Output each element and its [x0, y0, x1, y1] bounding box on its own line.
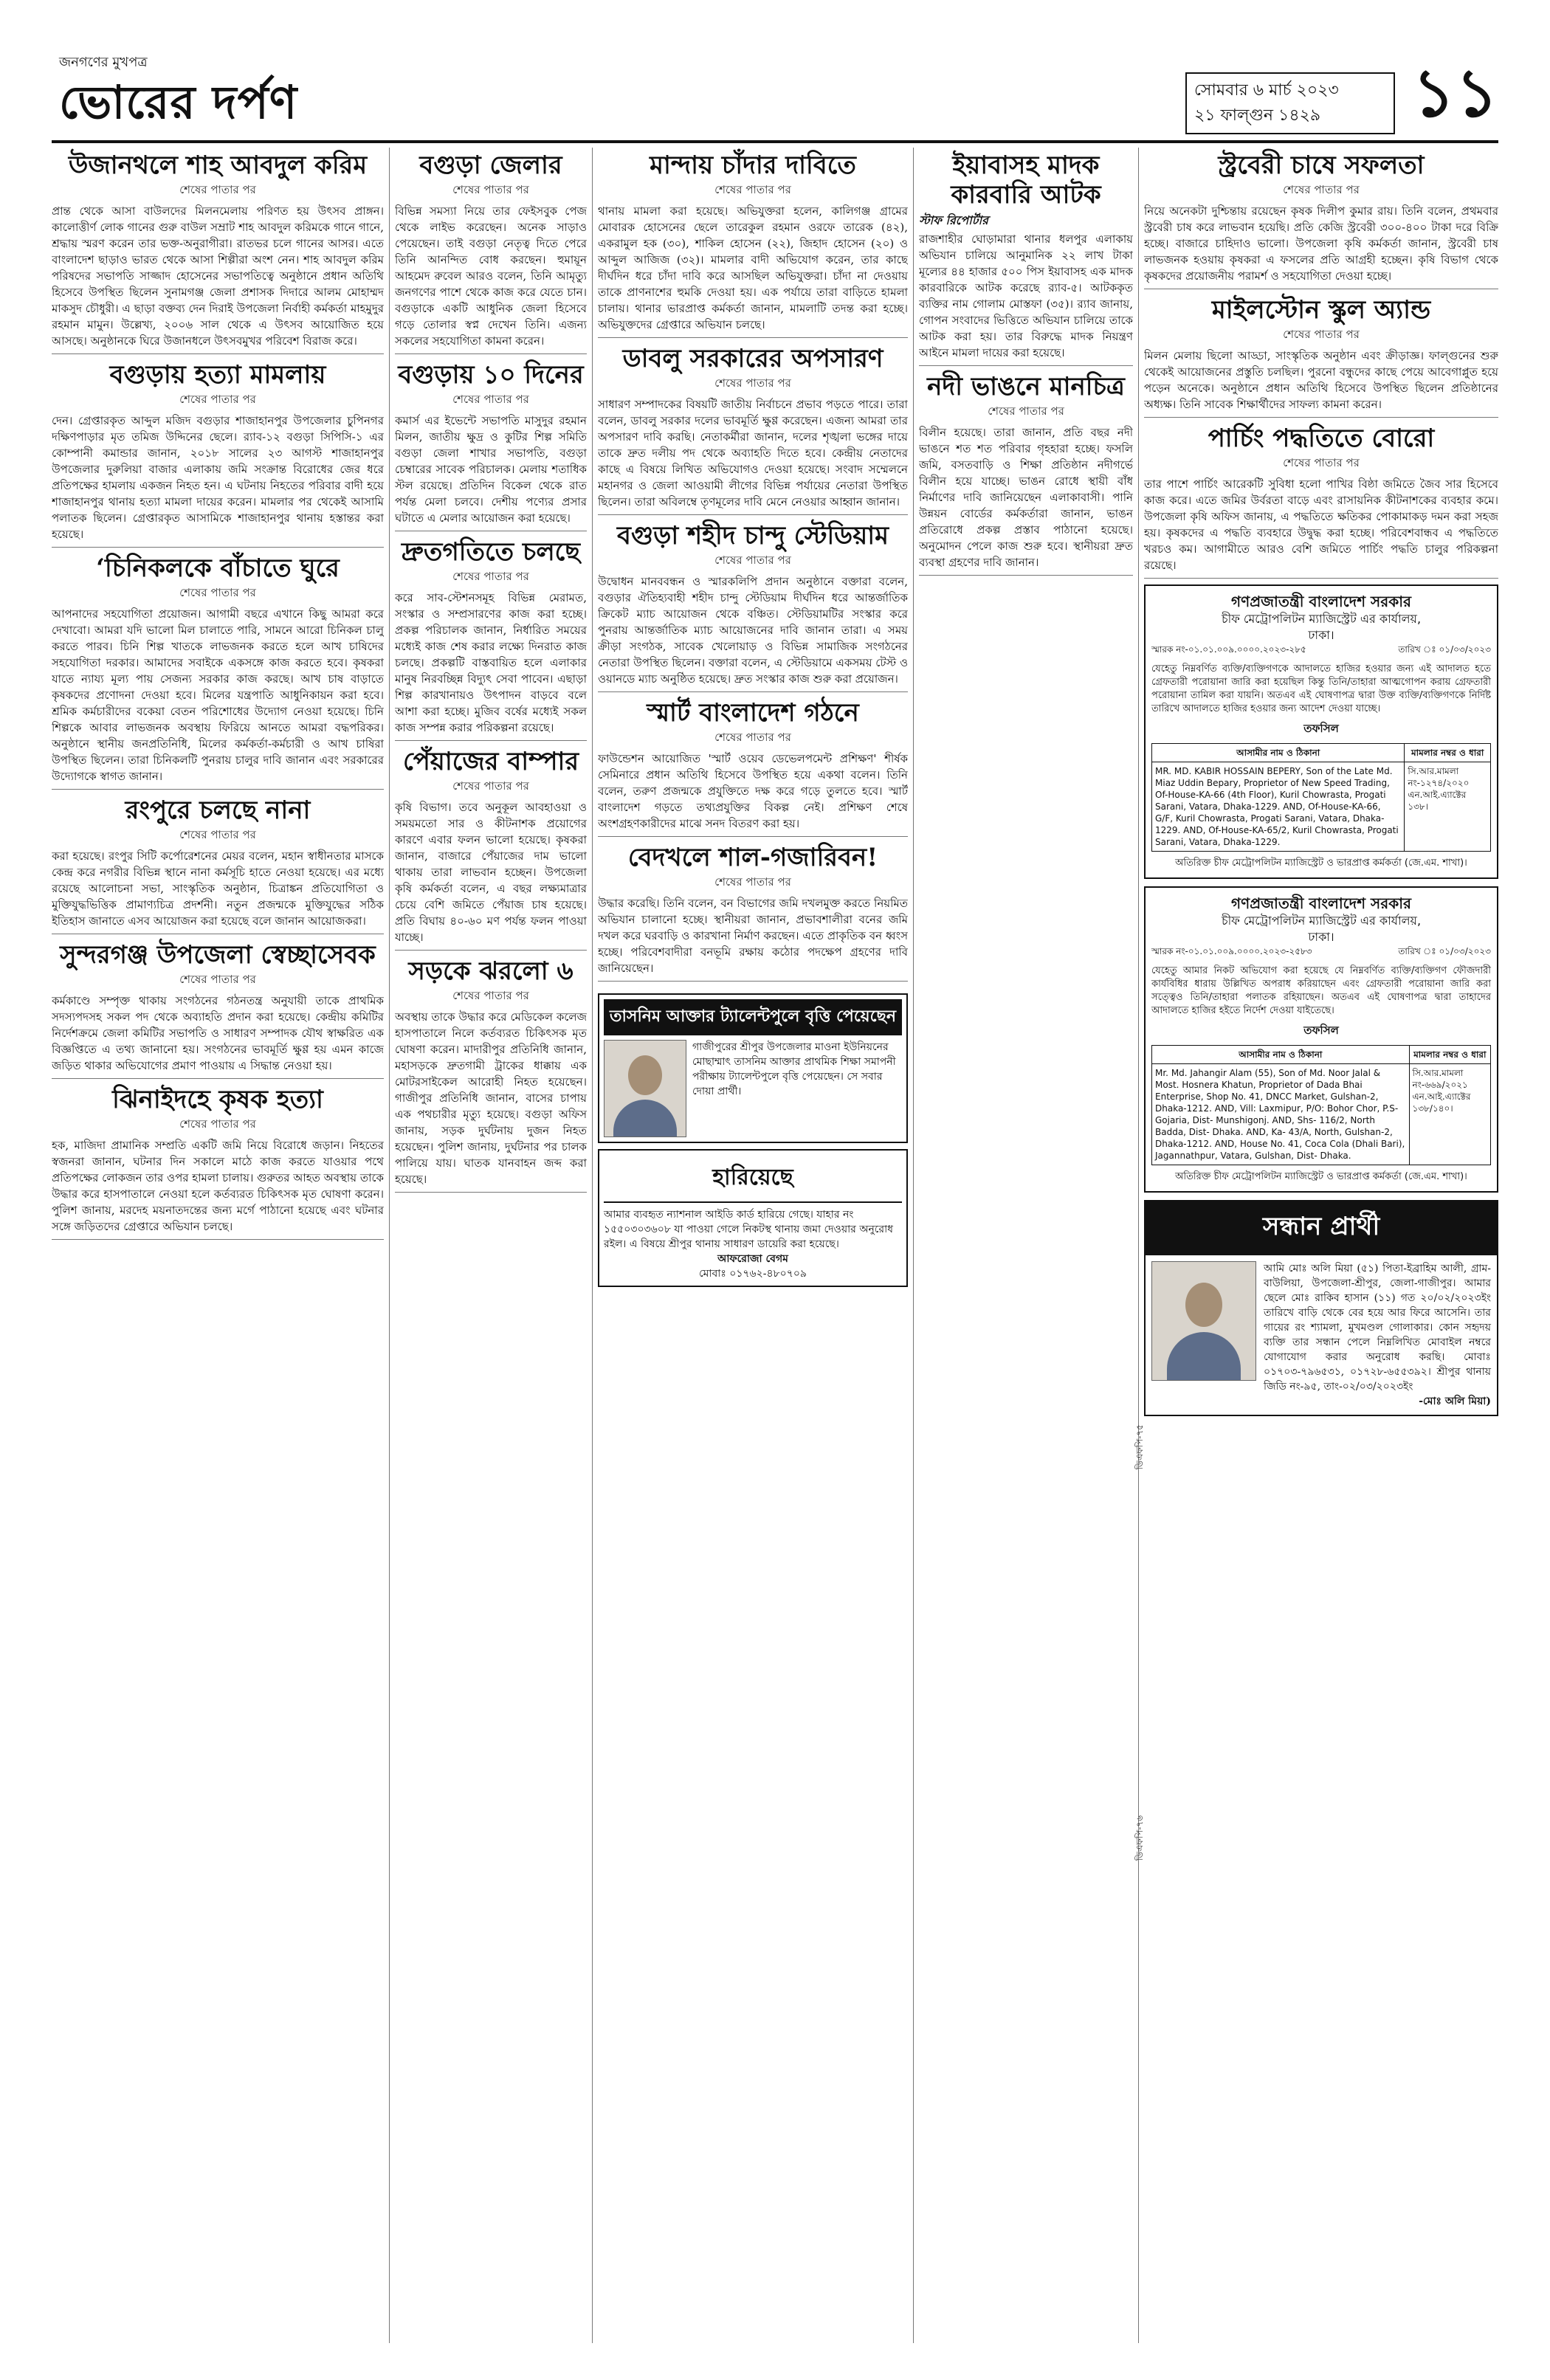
notice-schedule: তফসিল: [1303, 1024, 1339, 1037]
article-headline: দ্রুতগতিতে চলছে: [402, 537, 580, 567]
article-body: অবস্থায় তাকে উদ্ধার করে মেডিকেল কলেজ হাসপাতালে নিলে কর্তব্যরত চিকিৎসক মৃত ঘোষণা করেন। মাদারীপুর প্রতিনিধি জানান, মহাসড়কে দ্রুতগামী ট্রাকের ধাক্কায় এক মোটরসাইকেল আরোহী নিহত হয়েছেন। গাজীপুর প্রতিনিধি জানান, বাসের চাপায় এক পথচারীর মৃত্যু হয়েছে। বগুড়া অফিস জানায়, সড়ক দুর্ঘটনায় দুজন নিহত হয়েছেন। পুলিশ জানায়, দুর্ঘটনার পর চালক পালিয়ে যায়। ঘাতক যানবাহন জব্দ করা হয়েছে।: [395, 1010, 587, 1186]
table-header: মামলার নম্বর ও ধারা: [1409, 1046, 1490, 1064]
wanted-heading: সন্ধান প্রার্থী: [1146, 1201, 1497, 1255]
article-headline: পার্চিং পদ্ধতিতে বোরো: [1208, 424, 1435, 453]
article-body: দেন। গ্রেপ্তারকৃত আব্দুল মজিদ বগুড়ার শাজাহানপুর উপজেলার চুপিনগর দক্ষিণপাড়ার মৃত তমিজ উদ্দিনের ছেলে। র‍্যাব-১২ বগুড়া সিপিসি-১ এর কোম্পানী কমান্ডার জানান, ২০১৮ সালের ২৩ আগস্ট শাজাহানপুর উপজেলার দুরুলিয়া বাজার এলাকায় জমি সংক্রান্ত বিরোধের জের ধরে প্রতিপক্ষের হামলায় একজন নিহত হন। এ ঘটনায় নিহতের পরিবার বাদী হয়ে শাজাহানপুর থানায় হত্যা মামলা দায়ের করেন। মামলার পর থেকেই আসামি পলাতক ছিলেন। গ্রেপ্তারকৃত আসামিকে শাজাহানপুর থানায় হস্তান্তর করা হয়েছে।: [52, 414, 384, 541]
article: [52, 940, 384, 1079]
article-headline: উজানথলে শাহ আবদুল করিম: [68, 151, 368, 180]
article-headline: স্মার্ট বাংলাদেশ গঠনে: [647, 698, 859, 728]
article-body: কর্মকাণ্ডে সম্পৃক্ত থাকায় সংগঠনের গঠনতন্ত্র অনুযায়ী তাকে প্রাথমিক সদস্যপদসহ সকল পদ থেকে অব্যাহতি প্রদান করা হয়েছে। কেন্দ্রীয় কমিটির নির্দেশক্রমে জেলা কমিটির সভাপতি ও সাধারণ সম্পাদক যৌথ স্বাক্ষরিত এক বিজ্ঞপ্তিতে এ তথ্য জানানো হয়। সংগঠনের ভাবমূর্তি ক্ষুণ্ণ হয় এমন কাজে জড়িত থাকার অভিযোগের প্রমাণ পাওয়ায় এ সিদ্ধান্ত নেওয়া হয়।: [52, 994, 384, 1072]
article: [598, 521, 908, 692]
continued-label: শেষের পাতার পর: [714, 553, 791, 567]
notice-body: যেহেতু আমার নিকট অভিযোগ করা হয়েছে যে নিম্নবর্ণিত ব্যক্তি/ব্যক্তিগণ ফৌজদারী কার্যবিধির ধারায় উল্লিখিত অপরাধ করিয়াছেন এবং গ্রেফতারী পরোয়ানা জারি করা সত্ত্বেও তিনি/তাহারা পলাতক রহিয়াছেন। অতএব এই ঘোষণাপত্র দ্বারা তাহাদের আদালতে হাজির হইতে নির্দেশ দেওয়া যাইতেছে।: [1151, 965, 1491, 1016]
article-body: হক, মাজিদা প্রামানিক সম্প্রতি একটি জমি নিয়ে বিরোধে জড়ান। নিহতের স্বজনরা জানান, ঘটনার দিন সকালে মাঠে কাজ করতে যাওয়ার পথে প্রতিপক্ষের লোকজন তার ওপর হামলা চালায়। গুরুতর আহত অবস্থায় তাকে উদ্ধার করে হাসপাতালে নেওয়া হলে কর্তব্যরত চিকিৎসক মৃত ঘোষণা করেন। পুলিশ জানায়, মরদেহ ময়নাতদন্তের জন্য মর্গে পাঠানো হয়েছে এবং ঘটনার সঙ্গে জড়িতদের গ্রেপ্তারে অভিযান চলছে।: [52, 1139, 384, 1233]
student-photo: [604, 1040, 686, 1137]
continued-label: শেষের পাতার পর: [179, 1117, 256, 1131]
issue-date: [1185, 72, 1395, 134]
continued-label: শেষের পাতার পর: [179, 183, 256, 196]
continued-label: শেষের পাতার পর: [452, 393, 529, 406]
article-headline: ডাবলু সরকারের অপসারণ: [622, 344, 884, 373]
article-body: বিভিন্ন সমস্যা নিয়ে তার ফেইসবুক পেজ থেকে লাইভ করেছেন। অনেক সাড়াও পেয়েছেন। তাই বগুড়া নেতৃত্ব দিতে পেরে তিনি আনন্দিত বোধ করছেন। হুমায়ূন আহমেদ রুবেল আরও বলেন, তিনি আমৃত্যু জনগণের পাশে থেকে কাজ করে যেতে চান। বগুড়াকে একটি আধুনিক জেলা হিসেবে গড়ে তোলার স্বপ্ন দেখেন তিনি। এজন্য সকলের সহযোগিতা কামনা করেন।: [395, 204, 587, 348]
court-notice: [1144, 886, 1498, 1193]
continued-label: শেষের পাতার পর: [179, 586, 256, 599]
notice-city: ঢাকা।: [1308, 628, 1334, 642]
scholarship-content: [604, 1040, 902, 1137]
notice-memo: স্মারক নং-০১.০১.০০৯.০০০০.২০২৩-২৫৮৩: [1151, 946, 1312, 956]
article-body: উদ্বোধন মানববন্ধন ও স্মারকলিপি প্রদান অনুষ্ঠানে বক্তারা বলেন, বগুড়ার ঐতিহ্যবাহী শহীদ চান্দু স্টেডিয়াম দীর্ঘদিন ধরে আন্তর্জাতিক ক্রিকেট ম্যাচ আয়োজন থেকে বঞ্চিত। স্টেডিয়ামটির সংস্কার করে পুনরায় আন্তর্জাতিক ম্যাচ আয়োজনের দাবি জানান তারা। এ সময় ক্রীড়া সংগঠক, সাবেক খেলোয়াড় ও বিভিন্ন সামাজিক সংগঠনের নেতারা উপস্থিত ছিলেন। বক্তারা বলেন, এ স্টেডিয়ামে একসময় টেস্ট ও ওয়ানডে ম্যাচ অনুষ্ঠিত হয়েছে। দ্রুত সংস্কার কাজ শুরু করা প্রয়োজন।: [598, 575, 908, 686]
article: [919, 151, 1133, 366]
notice-memo: স্মারক নং-০১.০১.০০৯.০০০০.২০২৩-২৮৫: [1151, 644, 1306, 655]
column-4: [919, 148, 1133, 2343]
article: [1144, 295, 1498, 418]
article: [919, 372, 1133, 576]
continued-label: শেষের পাতার পর: [1283, 183, 1360, 196]
column-1: [52, 148, 384, 2343]
missing-person-photo: [1151, 1261, 1256, 1381]
continued-label: শেষের পাতার পর: [714, 183, 791, 196]
notice-table: [1151, 1045, 1491, 1165]
wanted-notice: [1144, 1200, 1498, 1416]
column-5: [1144, 148, 1498, 2343]
lost-notice: [598, 1149, 908, 1287]
article: [395, 151, 587, 354]
column-divider: [1138, 148, 1139, 2343]
dfp-code: ডিএফপি-৭৬: [1134, 1815, 1145, 1861]
continued-label: শেষের পাতার পর: [452, 989, 529, 1002]
newspaper-logo: ভোরের দর্পণ: [59, 75, 298, 129]
continued-label: শেষের পাতার পর: [1283, 456, 1360, 469]
table-header: আসামীর নাম ও ঠিকানা: [1152, 744, 1405, 762]
article-headline: ইয়াবাসহ মাদক কারবারি আটক: [951, 151, 1101, 210]
article-body: রাজশাহীর ঘোড়ামারা থানার ধলপুর এলাকায় অভিযান চালিয়ে আনুমানিক ২২ লাখ টাকা মূল্যের ৪৪ হাজার ৫০০ পিস ইয়াবাসহ এক মাদক কারবারিকে আটক করেছে র‍্যাব-৫। আটককৃত ব্যক্তির নাম গোলাম মোস্তফা (৩৫)। র‍্যাব জানায়, গোপন সংবাদের ভিত্তিতে অভিযান চালিয়ে তাকে আটক করা হয়। তার বিরুদ্ধে মাদক নিয়ন্ত্রণ আইনে মামলা দায়ের করা হয়েছে।: [919, 232, 1133, 359]
notice-subheading: চীফ মেট্রোপলিটন ম্যাজিস্ট্রেট এর কার্যালয়,: [1221, 612, 1422, 626]
article-body: কৃষি বিভাগ। তবে অনুকূল আবহাওয়া ও সময়মতো সার ও কীটনাশক প্রয়োগের কারণে এবার ফলন ভালো হয়েছে। কৃষকরা জানান, বাজারে পেঁয়াজের দাম ভালো থাকায় তারা লাভবান হচ্ছেন। উপজেলা কৃষি কর্মকর্তা বলেন, এ বছর লক্ষ্যমাত্রার চেয়ে বেশি জমিতে পেঁয়াজ চাষ হয়েছে। প্রতি বিঘায় ৪০-৬০ মণ পর্যন্ত ফলন পাওয়া যাচ্ছে।: [395, 801, 587, 944]
wanted-signer: -মোঃ অলি মিয়া): [1419, 1396, 1491, 1407]
column-3: [598, 148, 908, 2343]
article-headline: মান্দায় চাঁদার দাবিতে: [650, 151, 856, 180]
masthead: [52, 52, 1498, 143]
article-headline: বগুড়া জেলার: [419, 151, 562, 180]
column-divider: [913, 148, 914, 2343]
article-body: প্রান্ত থেকে আসা বাউলদের মিলনমেলায় পরিণত হয় উৎসব প্রাঙ্গন। কালোত্তীর্ণ লোক গানের গুরু বাউল সম্রাট শাহ আবদুল করিমকে গানে গানে, শ্রদ্ধায় স্মরণ করেন তার ভক্ত-অনুরাগীরা। রাতভর চলে গানের আসর। এতে বাংলাদেশ ছাড়াও ভারত থেকে আসা শিল্পীরা অংশ নেন। শাহ আবদুল করিম পরিষদের সভাপতি সাজ্জাদ হোসেনের সভাপতিত্বে অনুষ্ঠানে প্রধান অতিথি হিসেবে উপস্থিত ছিলেন সুনামগঞ্জ জেলা প্রশাসক দিদারে আলম মোহাম্মদ মাকসুদ চৌধুরী। এ ছাড়া বক্তব্য দেন দিরাই উপজেলা নির্বাহী কর্মকর্তা মাহমুদুর রহমান মামুন। উল্লেখ্য, ২০০৬ সাল থেকে এ উৎসব আয়োজিত হয়ে আসছে। অনুষ্ঠানকে ঘিরে উজানধলে উৎসবমুখর পরিবেশ বিরাজ করে।: [52, 204, 384, 348]
article: [598, 344, 908, 515]
wanted-text: আমি মোঃ অলি মিয়া (৫১) পিতা-ইব্রাহিম আলী, গ্রাম-বাউলিয়া, উপজেলা-শ্রীপুর, জেলা-গাজীপুর। আমার ছেলে মোঃ রাকিব হাসান (১১) গত ২০/০২/২০২৩ইং তারিখে বাড়ি থেকে বের হয়ে আর ফিরে আসেনি। তার গায়ের রং শ্যামলা, মুখমণ্ডল গোলাকার। কোন সহৃদয় ব্যক্তি তার সন্ধান পেলে নিম্নলিখিত মোবাইল নম্বরে যোগাযোগ করার অনুরোধ করছি। মোবাঃ ০১৭০৩-৭৯৬৫৩১, ০১৭২৮-৬৫৫৩৯২। শ্রীপুর থানায় জিডি নং-৯৫, তাং-০২/০৩/২০২৩ইং: [1264, 1263, 1491, 1393]
continued-label: শেষের পাতার পর: [988, 404, 1064, 418]
court-notice: [1144, 584, 1498, 879]
article-headline: নদী ভাঙনে মানচিত্র: [927, 372, 1125, 401]
article-body: আপনাদের সহযোগিতা প্রয়োজন। আগামী বছরে এখানে কিছু আমরা করে দেখাবো। আমরা যদি ভালো মিল চালাতে পারি, সামনে আরো চিনিকল চালু করতে পারব। চিনি শিল্প খাতকে লাভজনক করতে হলে আখ চাষিদের সহযোগিতা দরকার। আমাদের সবাইকে একসঙ্গে কাজ করতে হবে। কৃষকরা যাতে ন্যায্য মূল্য পায় সেজন্য সরকার কাজ করছে। আখ চাষ বাড়াতে কৃষকদের প্রণোদনা দেওয়া হবে। মিলের যন্ত্রপাতি আধুনিকায়ন করা হবে। শ্রমিক কর্মচারীদের বকেয়া বেতন পরিশোধের উদ্যোগ নেওয়া হয়েছে। চিনি শিল্পকে আবার লাভজনক অবস্থায় ফিরিয়ে আনতে আমরা বদ্ধপরিকর। অনুষ্ঠানে স্থানীয় জনপ্রতিনিধি, মিলের কর্মকর্তা-কর্মচারী ও আখ চাষিরা উপস্থিত ছিলেন। তারা চিনিকলটি পুনরায় চালুর দাবি জানান এবং সরকারের উদ্যোগকে স্বাগত জানান।: [52, 607, 384, 783]
notice-subheading: চীফ মেট্রোপলিটন ম্যাজিস্ট্রেট এর কার্যালয়,: [1221, 914, 1422, 928]
article-body: করা হয়েছে। রংপুর সিটি কর্পোরেশনের মেয়র বলেন, মহান স্বাধীনতার মাসকে কেন্দ্র করে নগরীর বিভিন্ন স্থানে নানা কর্মসূচি হাতে নেওয়া হয়েছে। এর মধ্যে রয়েছে আলোচনা সভা, সাংস্কৃতিক অনুষ্ঠান, চিত্রাঙ্কন প্রতিযোগিতা ও মুক্তিযুদ্ধভিত্তিক প্রামাণ্যচিত্র প্রদর্শনী। নতুন প্রজন্মকে মুক্তিযুদ্ধের সঠিক ইতিহাস জানাতে এসব আয়োজন করা হয়েছে বলে জানান আয়োজকরা।: [52, 849, 384, 928]
article: [395, 956, 587, 1193]
article: [1144, 151, 1498, 289]
continued-label: শেষের পাতার পর: [179, 973, 256, 986]
article-body: মিলন মেলায় ছিলো আড্ডা, সাংস্কৃতিক অনুষ্ঠান এবং ক্রীড়াজ্ঞ। ফাল্গুনের শুরু থেকেই আয়োজনের প্রস্তুতি চলছিল। পুরনো বন্ধুদের কাছে পেয়ে আবেগাপ্লুত হয়ে পড়েন অনেকে। অনুষ্ঠানে প্রধান অতিথি হিসেবে উপস্থিত ছিলেন প্রতিষ্ঠানের অধ্যক্ষ। তিনি সাবেক শিক্ষার্থীদের সাফল্য কামনা করেন।: [1144, 349, 1498, 411]
continued-label: শেষের পাতার পর: [452, 183, 529, 196]
notice-body: যেহেতু নিম্নবর্ণিত ব্যক্তি/ব্যক্তিগণকে আদালতে হাজির হওয়ার জন্য এই আদালত হতে গ্রেফতারী পরোয়ানা জারি করা হয়েছিল কিন্তু তিনি/তাহারা আত্মগোপন করায় গ্রেফতারী পরোয়ানা তামিল করা যায়নি। অতএব এই ঘোষণাপত্র দ্বারা উক্ত ব্যক্তি/ব্যক্তিগণকে নির্দিষ্ট তারিখে আদালতে হাজির হওয়ার জন্য আদেশ দেওয়া যাচ্ছে।: [1151, 663, 1491, 714]
notice-heading: গণপ্রজাতন্ত্রী বাংলাদেশ সরকার: [1231, 894, 1411, 912]
notice-city: ঢাকা।: [1308, 930, 1334, 944]
article: [1144, 424, 1498, 579]
article-byline: স্টাফ রিপোর্টার: [919, 213, 988, 227]
article: [598, 151, 908, 338]
notice-signature: অতিরিক্ত চীফ মেট্রোপলিটন ম্যাজিস্ট্রেট ও ভারপ্রাপ্ত কর্মকর্তা (জে.এম. শাখা)।: [1175, 858, 1467, 869]
article-headline: বগুড়ায় ১০ দিনের: [398, 360, 584, 390]
article-body: থানায় মামলা করা হয়েছে। অভিযুক্তরা হলেন, কালিগঞ্জ গ্রামের মোবারক হোসেনের ছেলে তারেকুল রহমান ওরফে তারেক (৪২), একরামুল হক (৩০), শাকিল হোসেন (২২), জিহাদ হোসেন (২০) ও আব্দুল আজিজ (৩২)। মামলার বাদী অভিযোগ করেন, তার কাছে দীর্ঘদিন ধরে চাঁদা দাবি করে আসছিল অভিযুক্তরা। চাঁদা না দেওয়ায় তাকে প্রাণনাশের হুমকি দেওয়া হয়। এক পর্যায়ে তারা বাড়িতে হামলা চালায়। থানার ভারপ্রাপ্ত কর্মকর্তা জানান, মামলাটি তদন্ত করা হচ্ছে। অভিযুক্তদের গ্রেপ্তারে অভিযান চলছে।: [598, 204, 908, 331]
continued-label: শেষের পাতার পর: [452, 570, 529, 583]
article-body: কমার্স এর ইভেন্টে সভাপতি মাসুদুর রহমান মিলন, জাতীয় ক্ষুদ্র ও কুটির শিল্প সমিতি বগুড়া জেলা শাখার সভাপতি, বগুড়া চেম্বারের সাবেক পরিচালক। মেলায় শতাধিক স্টল রয়েছে। প্রতিদিন বিকেল থেকে রাত পর্যন্ত মেলা চলবে। দেশীয় পণ্যের প্রসার ঘটাতে এ মেলার আয়োজন করা হয়েছে।: [395, 414, 587, 525]
scholarship-text: গাজীপুরের শ্রীপুর উপজেলার মাওনা ইউনিয়নের মোছাম্মাৎ তাসনিম আক্তার প্রাথমিক শিক্ষা সমাপনী পরীক্ষায় ট্যালেন্টপুলে বৃত্তি পেয়েছেন। সে সবার দোয়া প্রার্থী।: [692, 1041, 896, 1097]
accused-details: MR. MD. KABIR HOSSAIN BEPERY, Son of the Late Md. Miaz Uddin Bepary, Proprietor of New Speed Trading, Of-House-KA-66 (4th Floor), Kuril Chowrasta, Progati Sarani, Vatara, Dhaka-1229. AND, Of-House-KA-66, G/F, Kuril Chowrasta, Progati Sarani, Vatara, Dhaka-1229. AND, Of-House-KA-65/2, Kuril Chowrasta, Progati Sarani, Vatara, Dhaka-1229.: [1152, 762, 1405, 852]
article-body: সাধারণ সম্পাদকের বিষয়টি জাতীয় নির্বাচনে প্রভাব পড়তে পারে। তারা বলেন, ডাবলু সরকার দলের ভাবমূর্তি ক্ষুণ্ণ করেছেন। এজন্য আমরা তার অপসারণ দাবি করছি। নেতাকর্মীরা জানান, দলের শৃঙ্খলা ভঙ্গের দায়ে তাকে দ্রুত দলীয় পদ থেকে অব্যাহতি দিতে হবে। কেন্দ্রীয় নেতাদের কাছে এ বিষয়ে লিখিত অভিযোগও দেওয়া হয়েছে। সংবাদ সম্মেলনে মহানগর ও জেলা আওয়ামী লীগের বিভিন্ন পর্যায়ের নেতারা উপস্থিত ছিলেন। তারা অবিলম্বে তৃণমূলের দাবি মেনে নেওয়ার আহ্বান জানান।: [598, 398, 908, 508]
article: [598, 698, 908, 837]
article-headline: রংপুরে চলছে নানা: [125, 796, 311, 825]
notice-signature: অতিরিক্ত চীফ মেট্রোপলিটন ম্যাজিস্ট্রেট ও ভারপ্রাপ্ত কর্মকর্তা (জে.এম. শাখা)।: [1175, 1171, 1467, 1182]
lost-heading: হারিয়েছে: [604, 1155, 902, 1203]
scholarship-heading: তাসনিম আক্তার ট্যালেন্টপুলে বৃত্তি পেয়েছেন: [604, 999, 902, 1035]
article-headline: বেদখলে শাল-গজারিবন!: [627, 843, 878, 872]
article-headline: স্ট্রবেরী চাষে সফলতা: [1218, 151, 1425, 180]
column-2: [395, 148, 587, 2343]
continued-label: শেষের পাতার পর: [1283, 328, 1360, 341]
article-headline: পেঁয়াজের বাম্পার: [402, 747, 579, 776]
article: [52, 796, 384, 934]
article-body: করে সাব-স্টেশনসমূহ বিভিন্ন মেরামত, সংস্কার ও সম্প্রসারণের কাজ করা হচ্ছে। প্রকল্প পরিচালক জানান, নির্ধারিত সময়ের মধ্যেই কাজ শেষ করার লক্ষ্যে দিনরাত কাজ চলছে। প্রকল্পটি বাস্তবায়িত হলে এলাকার মানুষ নিরবচ্ছিন্ন বিদ্যুৎ সেবা পাবেন। এছাড়া শিল্প কারখানায়ও উৎপাদন বাড়বে বলে আশা করা হচ্ছে। মুজিব বর্ষের মধ্যেই সকল কাজ সম্পন্ন করার পরিকল্পনা রয়েছে।: [395, 591, 587, 734]
article: [52, 360, 384, 548]
lost-text: আমার ব্যবহৃত ন্যাশনাল আইডি কার্ড হারিয়ে গেছে। যাহার নং ১৫৫০৩০৩৬০৮ যা পাওয়া গেলে নিকটস্থ থানায় জমা দেওয়ার অনুরোধ রইল। এ বিষয়ে শ্রীপুর থানায় সাধারণ ডায়েরি করা হয়েছে।: [604, 1209, 894, 1250]
article: [395, 360, 587, 531]
classified-ads-row: [598, 987, 908, 1293]
article-body: তার পাশে পার্চিং আরেকটি সুবিধা হলো পাখির বিষ্ঠা জমিতে জৈব সার হিসেবে কাজ করে। এতে জমির উর্বরতা বাড়ে এবং রাসায়নিক কীটনাশকের ব্যবহার কমে। উপজেলা কৃষি অফিস জানায়, এ পদ্ধতিতে ক্ষতিকর পোকামাকড় দমন করা সহজ হয়। কৃষকদের এ পদ্ধতি ব্যবহারে উদ্বুদ্ধ করা হচ্ছে। পরিবেশবান্ধব এ পদ্ধতিতে খরচও কম। আগামীতে আরও বেশি জমিতে পার্চিং পদ্ধতি চালুর পরিকল্পনা রয়েছে।: [1144, 477, 1498, 572]
article-headline: সড়কে ঝরলো ৬: [408, 956, 574, 986]
article: [598, 843, 908, 982]
article: [395, 537, 587, 741]
continued-label: শেষের পাতার পর: [179, 828, 256, 841]
continued-label: শেষের পাতার পর: [452, 779, 529, 793]
article-headline: মাইলস্টোন স্কুল অ্যান্ড: [1211, 295, 1431, 325]
notice-date: তারিখ ঃ ০১/০৩/২০২৩: [1398, 946, 1491, 956]
continued-label: শেষের পাতার পর: [714, 875, 791, 889]
accused-details: Mr. Md. Jahangir Alam (55), Son of Md. Noor Jalal & Most. Hosnera Khatun, Proprietor of Dada Bhai Enterprise, Shop No. 41, DNCC Market, Gulshan-2, Dhaka-1212. AND, Vill: Laxmipur, P/O: Bohor Chor, P.S- Gojaria, Dist- Munshigonj. AND, Shs- 116/2, North Badda, Dist- Dhaka. AND, Ka- 43/A, North, Gulshan-2, Dhaka-1212. AND, House No. 41, Coca Cola (Dhali Bari), Jagannathpur, Vatara, Gulshan, Dist- Dhaka.: [1152, 1064, 1410, 1165]
notice-date: তারিখ ঃ ০১/০৩/২০২৩: [1398, 644, 1491, 655]
continued-label: শেষের পাতার পর: [714, 376, 791, 390]
lost-name: আফরোজা বেগম: [717, 1253, 788, 1265]
notice-table: [1151, 743, 1491, 852]
article-headline: সুন্দরগঞ্জ উপজেলা স্বেচ্ছাসেবক: [60, 940, 376, 970]
article-headline: বগুড়া শহীদ চান্দু স্টেডিয়াম: [617, 521, 889, 551]
table-header: মামলার নম্বর ও ধারা: [1405, 744, 1491, 762]
article: [52, 553, 384, 790]
article: [52, 1085, 384, 1240]
lost-phone: মোবাঃ ০১৭৬২-৪৮০৭০৯: [698, 1268, 807, 1280]
article: [52, 151, 384, 354]
article-body: উদ্ধার করেছি। তিনি বলেন, বন বিভাগের জমি দখলমুক্ত করতে নিয়মিত অভিযান চালানো হচ্ছে। স্থানীয়রা জানান, প্রভাবশালীরা বনের জমি দখল করে ঘরবাড়ি ও কারখানা নির্মাণ করছেন। এতে প্রাকৃতিক বন ধ্বংস হচ্ছে। পরিবেশবাদীরা বনভূমি রক্ষায় কঠোর পদক্ষেপ গ্রহণের দাবি জানিয়েছেন।: [598, 897, 908, 975]
article-headline: ঝিনাইদহে কৃষক হত্যা: [112, 1085, 323, 1114]
column-divider: [592, 148, 593, 2343]
issue-date-bangla: ২১ ফাল্গুন ১৪২৯: [1194, 106, 1321, 125]
dfp-code: ডিএফপি-৭৫: [1134, 1424, 1145, 1470]
notice-meta: [1151, 945, 1491, 960]
classified-ads: [598, 987, 908, 1293]
continued-label: শেষের পাতার পর: [714, 731, 791, 744]
article-headline: বগুড়ায় হত্যা মামলায়: [109, 360, 326, 390]
article-body: ফাউন্ডেশন আয়োজিত 'স্মার্ট ওয়েব ডেভেলপমেন্ট প্রশিক্ষণ' শীর্ষক সেমিনারে প্রধান অতিথি হিসেবে উপস্থিত হয়ে একথা বলেন। তিনি বলেন, তরুণ প্রজন্মকে প্রযুক্তিতে দক্ষ করে গড়ে তুলতে হবে। স্মার্ট বাংলাদেশ গড়তে তথ্যপ্রযুক্তির বিকল্প নেই। প্রশিক্ষণ শেষে অংশগ্রহণকারীদের মাঝে সনদ বিতরণ করা হয়।: [598, 752, 908, 830]
scholarship-ad: [598, 993, 908, 1143]
article-headline: ‘চিনিকলকে বাঁচাতে ঘুরে: [96, 553, 340, 583]
case-number: সি.আর.মামলা নং-৬৬৯/২০২১ এন.আই.এ্যাক্টের ১৩৮/১৪০।: [1409, 1064, 1490, 1165]
notice-schedule: তফসিল: [1303, 722, 1339, 735]
article-body: বিলীন হয়েছে। তারা জানান, প্রতি বছর নদী ভাঙনে শত শত পরিবার গৃহহারা হচ্ছে। ফসলি জমি, বসতবাড়ি ও শিক্ষা প্রতিষ্ঠান নদীগর্ভে বিলীন হয়ে যাচ্ছে। ভাঙন রোধে স্থায়ী বাঁধ নির্মাণের দাবি জানিয়েছেন এলাকাবাসী। পানি উন্নয়ন বোর্ডের কর্মকর্তারা জানান, ভাঙন প্রতিরোধে প্রকল্প প্রস্তাব পাঠানো হয়েছে। অনুমোদন পেলে কাজ শুরু হবে। স্থানীয়রা দ্রুত ব্যবস্থা গ্রহণের দাবি জানান।: [919, 426, 1133, 569]
notice-meta: [1151, 644, 1491, 658]
issue-date-english: সোমবার ৬ মার্চ ২০২৩: [1194, 81, 1339, 100]
article: [395, 747, 587, 951]
column-divider: [389, 148, 390, 2343]
masthead-tagline: জনগণের মুখপত্র: [59, 55, 148, 70]
page-number: ১১: [1412, 54, 1498, 132]
wanted-content: [1146, 1255, 1497, 1415]
article-body: নিয়ে অনেকটা দুশ্চিন্তায় রয়েছেন কৃষক দিলীপ কুমার রায়। তিনি বলেন, প্রথমবার স্ট্রবেরী চাষ করে লাভবান হয়েছি। প্রতি কেজি স্ট্রবেরী ৩০০-৪০০ টাকা দরে বিক্রি হচ্ছে। বাজারে চাহিদাও ভালো। উপজেলা কৃষি কর্মকর্তা জানান, স্ট্রবেরী চাষ লাভজনক হওয়ায় কৃষকরা এ ফসলের প্রতি আগ্রহী হচ্ছেন। কৃষি বিভাগ থেকে কৃষকদের প্রয়োজনীয় পরামর্শ ও সহযোগিতা দেওয়া হচ্ছে।: [1144, 204, 1498, 283]
case-number: সি.আর.মামলা নং-১২৭৪/২০২০ এন.আই.এ্যাক্টের ১৩৮।: [1405, 762, 1491, 852]
table-header: আসামীর নাম ও ঠিকানা: [1152, 1046, 1410, 1064]
notice-heading: গণপ্রজাতন্ত্রী বাংলাদেশ সরকার: [1231, 593, 1411, 610]
continued-label: শেষের পাতার পর: [179, 393, 256, 406]
